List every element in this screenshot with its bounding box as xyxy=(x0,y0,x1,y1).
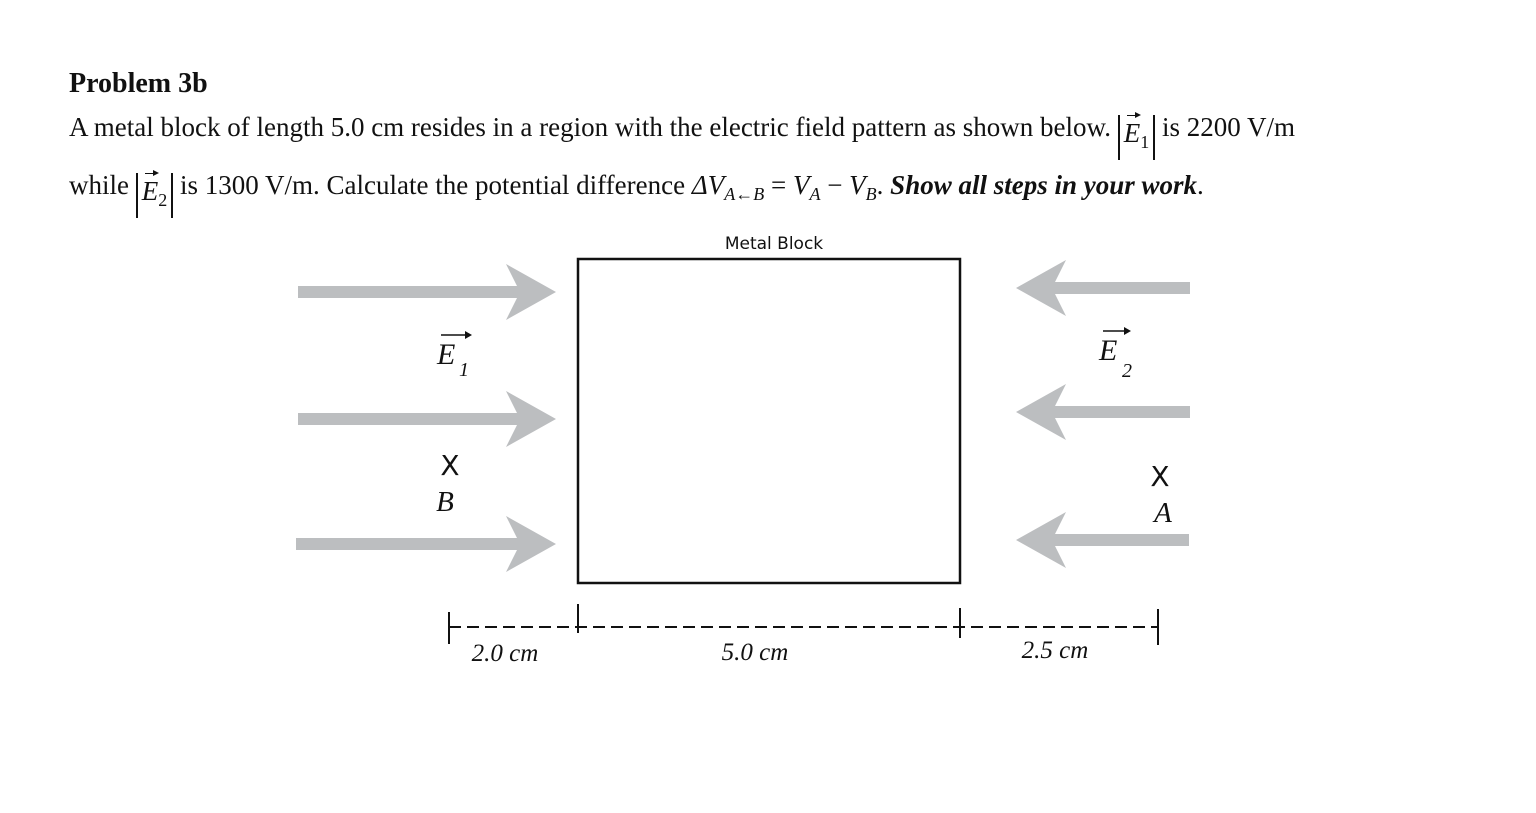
delta-v-symbol: ΔV xyxy=(691,170,725,200)
e1-arrow-top-shaft xyxy=(298,286,520,298)
metal-block xyxy=(578,259,960,583)
vb-subscript: B xyxy=(865,184,877,204)
e1-field-label xyxy=(436,331,472,381)
e2-label-subscript: 2 xyxy=(1122,360,1132,382)
e2-arrow-middle-shaft xyxy=(1052,406,1190,418)
equals-sign: = xyxy=(764,170,793,200)
e2-label-vector-arrowhead xyxy=(1124,327,1131,335)
e2-arrow-top-shaft xyxy=(1052,282,1190,294)
minus-sign: − xyxy=(820,170,850,200)
e2-label-symbol: E xyxy=(1099,334,1118,367)
e1-arrow-middle-shaft xyxy=(298,413,520,425)
distance-left-label: 2.0 cm xyxy=(471,640,539,667)
delta-v-subscript: A←B xyxy=(724,184,765,204)
va-symbol: V xyxy=(792,170,810,200)
e1-label-symbol: E xyxy=(437,338,456,371)
e1-label-subscript: 1 xyxy=(459,359,469,381)
e1-subscript: 1 xyxy=(1140,132,1150,152)
e2-arrow-top xyxy=(1016,260,1190,316)
point-a-mark: X xyxy=(1150,460,1170,493)
e2-arrow-middle xyxy=(1016,384,1190,440)
e2-subscript: 2 xyxy=(158,190,168,210)
distance-right-label: 2.5 cm xyxy=(1021,637,1089,664)
e1-arrows xyxy=(296,264,556,572)
while-text: while xyxy=(69,170,129,200)
e1-arrow-bottom xyxy=(296,516,556,572)
e1-label-vector-arrowhead xyxy=(465,331,472,339)
instruction-period: . xyxy=(1197,170,1204,200)
distance-block-label: 5.0 cm xyxy=(721,639,789,666)
e1-arrow-top xyxy=(298,264,556,320)
e1-vector-symbol: E xyxy=(1124,115,1141,151)
e1-arrow-middle xyxy=(298,391,556,447)
problem-text-intro: A metal block of length 5.0 cm resides in a region with the electric field pattern as shown below. xyxy=(69,112,1111,142)
point-b-label: B xyxy=(436,486,454,518)
e2-arrow-bottom-shaft xyxy=(1052,534,1189,546)
e2-field-label xyxy=(1098,327,1132,382)
instruction-text: Show all steps in your work xyxy=(890,170,1198,200)
e1-value-text: is 2200 V/m xyxy=(1161,112,1295,142)
e2-value-text: is 1300 V/m. Calculate the potential difference xyxy=(180,170,686,200)
e1-arrow-bottom-shaft xyxy=(296,538,520,550)
e2-vector-symbol: E xyxy=(142,173,159,209)
vb-symbol: V xyxy=(849,170,866,200)
va-subscript: A xyxy=(809,184,821,204)
equation-period: . xyxy=(876,170,884,200)
point-b-mark: X xyxy=(440,449,460,482)
metal-block-label: Metal Block xyxy=(724,234,824,254)
problem-title: Problem 3b xyxy=(69,68,208,99)
point-a-label: A xyxy=(1154,497,1172,529)
